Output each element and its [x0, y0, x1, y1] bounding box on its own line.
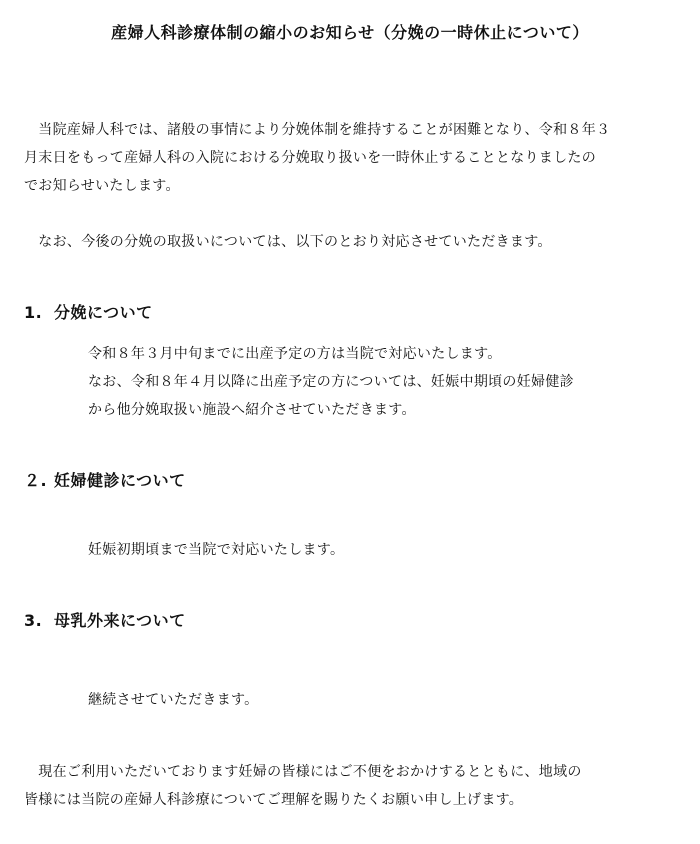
section-3-heading — [24, 608, 186, 631]
closing-line: 皆様には当院の産婦人科診療についてご理解を賜りたくお願い申し上げます。 — [24, 792, 524, 808]
intro-line: でお知らせいたします。 — [24, 178, 180, 194]
lead-paragraph — [24, 228, 552, 256]
section-1-heading — [24, 300, 153, 323]
intro-line: 月末日をもって産婦人科の入院における分娩取り扱いを一時休止することとなりましたの — [24, 150, 596, 166]
section-title: 母乳外来について — [54, 611, 186, 630]
section-line: から他分娩取扱い施設へ紹介させていただきます。 — [88, 402, 416, 418]
closing-paragraph — [24, 758, 582, 814]
section-line: 令和８年３月中旬までに出産予定の方は当院で対応いたします。 — [88, 346, 502, 362]
section-1-body — [88, 340, 574, 424]
section-number: 1. — [24, 303, 43, 322]
notice-title: 産婦人科診療体制の縮小のお知らせ（分娩の一時休止について） — [111, 23, 589, 42]
section-3-body — [88, 686, 258, 714]
section-2-heading — [24, 468, 186, 491]
section-title: 分娩について — [54, 303, 153, 322]
section-number: 3. — [24, 611, 43, 630]
closing-line: 現在ご利用いただいております妊婦の皆様にはご不便をおかけするとともに、地域の — [24, 764, 582, 780]
section-line: 継続させていただきます。 — [88, 692, 259, 708]
lead-line: なお、今後の分娩の取扱いについては、以下のとおり対応させていただきます。 — [24, 234, 552, 250]
section-line: なお、令和８年４月以降に出産予定の方については、妊娠中期頃の妊婦健診 — [88, 374, 574, 390]
section-line: 妊娠初期頃まで当院で対応いたします。 — [88, 542, 345, 558]
section-2-body — [88, 536, 344, 564]
section-title: 妊婦健診について — [54, 471, 186, 490]
section-number: ２. — [24, 471, 48, 490]
intro-paragraph — [24, 116, 610, 200]
intro-line: 当院産婦人科では、諸般の事情により分娩体制を維持することが困難となり、令和８年３ — [24, 122, 611, 138]
